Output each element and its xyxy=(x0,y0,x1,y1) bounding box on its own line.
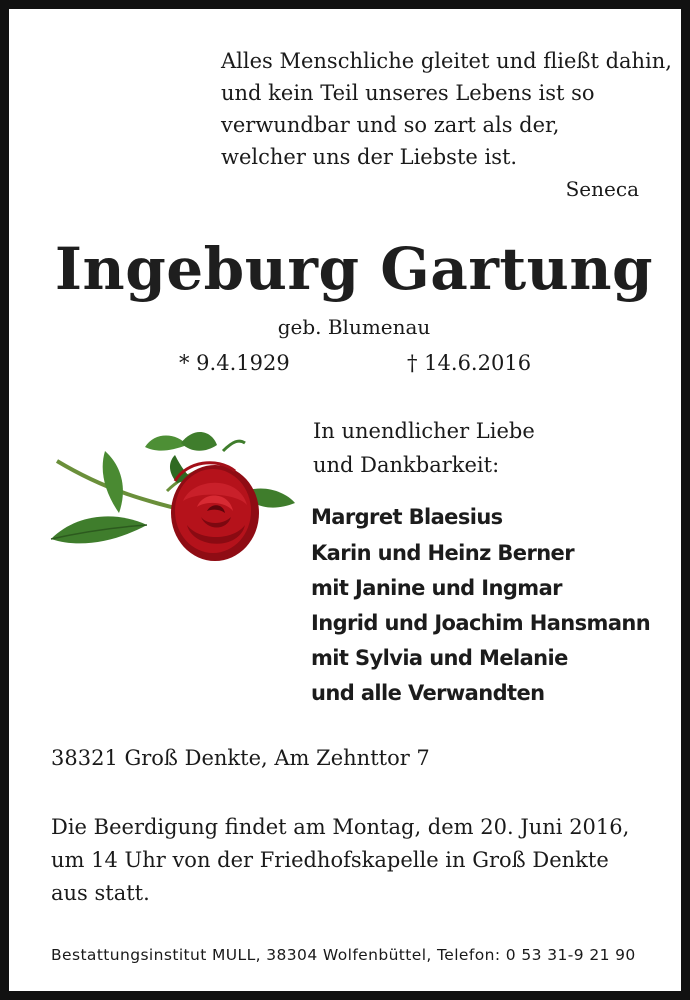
mourner-name: und alle Verwandten xyxy=(311,681,545,705)
mourners-intro: und Dankbarkeit: xyxy=(313,453,500,477)
mourner-name: Karin und Heinz Berner xyxy=(311,541,574,565)
quote-line: welcher uns der Liebste ist. xyxy=(221,145,518,169)
deceased-name: Ingeburg Gartung xyxy=(54,235,654,303)
funeral-line: aus statt. xyxy=(51,881,150,905)
red-rose-icon xyxy=(47,421,297,571)
mourners-intro: In unendlicher Liebe xyxy=(313,419,535,443)
undertaker-info: Bestattungsinstitut MULL, 38304 Wolfenbüttel, Telefon: 0 53 31-9 21 90 xyxy=(51,946,636,964)
mourner-name: mit Janine und Ingmar xyxy=(311,576,562,600)
mourner-name: Margret Blaesius xyxy=(311,505,503,529)
birth-date: * 9.4.1929 xyxy=(179,351,290,375)
death-date: † 14.6.2016 xyxy=(407,351,532,375)
funeral-line: um 14 Uhr von der Friedhofskapelle in Groß Denkte xyxy=(51,848,609,872)
quote-line: Alles Menschliche gleitet und fließt dahin, xyxy=(221,49,672,73)
quote-line: verwundbar und so zart als der, xyxy=(221,113,560,137)
quote-line: und kein Teil unseres Lebens ist so xyxy=(221,81,595,105)
funeral-line: Die Beerdigung findet am Montag, dem 20. Juni 2016, xyxy=(51,815,630,839)
mourner-name: mit Sylvia und Melanie xyxy=(311,646,568,670)
maiden-name: geb. Blumenau xyxy=(277,315,431,339)
quote-author: Seneca xyxy=(565,177,639,201)
mourner-name: Ingrid und Joachim Hansmann xyxy=(311,611,651,635)
address: 38321 Groß Denkte, Am Zehnttor 7 xyxy=(51,746,430,770)
